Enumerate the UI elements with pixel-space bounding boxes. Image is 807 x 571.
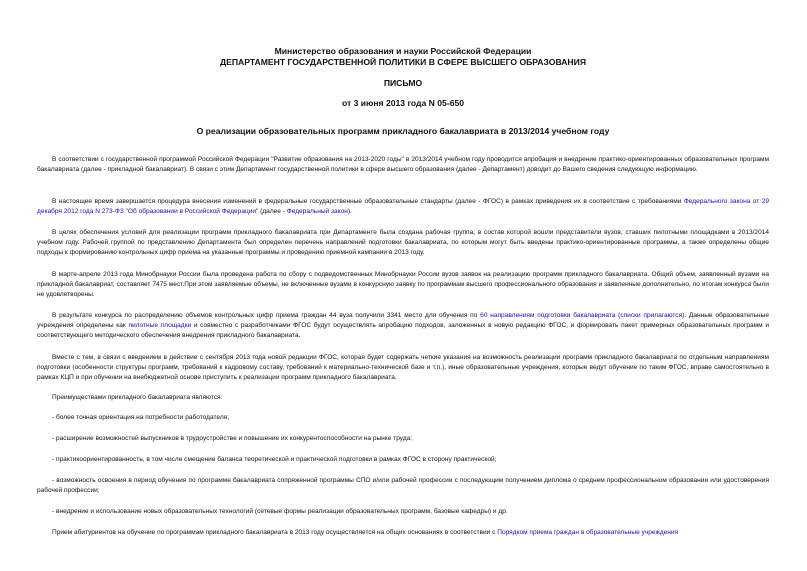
- document-page: [37, 0, 769, 571]
- ministry-name: Министерство образования и науки Российской Федерации: [274, 46, 532, 56]
- paragraph-working-group: В целях обеспечения условий для реализации программ прикладного бакалавриата при Департаменте была создана рабочая группа, в состав которой вошли представители вузов, ставших пилотными площадками в 2013/2014 учебном году. Рабочей группой по представлению Департамента был определен перечень направлений подготовки бакалавриата, по которым могут быть введены практико-ориентированные программы, а также определены общие подходы к формированию контрольных цифр приема на указанные программы и проведению приемной кампании в 2013 году.: [37, 229, 769, 256]
- advantage-item: - расширение возможностей выпускников в трудоустройстве и повышение их конкурентоспособности на рынке труда;: [52, 435, 413, 442]
- paragraph-contest-results: [37, 311, 769, 341]
- department-name: ДЕПАРТАМЕНТ ГОСУДАРСТВЕННОЙ ПОЛИТИКИ В СФЕРЕ ВЫСШЕГО ОБРАЗОВАНИЯ: [219, 57, 586, 67]
- paragraph-text: и совместно с разработчиками ФГОС будут осуществлять апробацию подходов, заложенных в новую редакцию ФГОС, и формировать пакет примерных образовательных программ и соответствующего методического обеспечения внедрения прикладного бакалавриата.: [37, 322, 769, 339]
- document-type: ПИСЬМО: [383, 78, 423, 88]
- advantage-item: - практикоориентированность, в том числе смещение баланса теоретической и практической подготовки в рамках ФГОС в сторону практической;: [52, 456, 497, 463]
- document-date-number: от 3 июня 2013 года N 05-650: [341, 98, 465, 108]
- pilot-sites-link[interactable]: пилотные площадки: [128, 322, 192, 329]
- paragraph-text: (далее -: [258, 208, 287, 215]
- advantage-item: - внедрение и использование новых образовательных технологий (сетевые формы реализации образовательных программ, базовые кафедры) и др.: [52, 508, 508, 515]
- paragraph-intro: В соответствии с государственной программой Российской Федерации "Развитие образования на 2013-2020 годы" в 2013/2014 учебном году проводится апробация и внедрение практико-ориентированных образовательных программ бакалавриата (далее - прикладной бакалавриат). В связи с этим Департамент государственной политики в сфере высшего образования (далее - Департамент) доводит до Вашего сведения следующую информацию.: [37, 156, 769, 173]
- admission-procedure-link[interactable]: Порядком приема граждан в образовательные учреждения: [497, 529, 679, 536]
- paragraph-text: В настоящее время завершается процедура внесения изменений в федеральные государственные образовательные стандарты (далее - ФГОС) в рамках приведения их в соответствие с требованиями: [52, 198, 684, 205]
- document-subject: О реализации образовательных программ прикладного бакалавриата в 2013/2014 учебном году: [196, 126, 610, 136]
- paragraph-new-fgos: Вместе с тем, в связи с введением в действие с сентября 2013 года новой редакции ФГОС, которая будет содержать четкие указания на возможность реализации программ прикладного бакалавриата по отдельным направлениям подготовки (особенности структуры программ, требований к кадровому составу, требований к материально-технической базе и т.п.), иные образовательные учреждения, которые ведут обучение по таким ФГОС, вправе самостоятельно в рамках КЦП и при обучении на внебюджетной основе приступить к реализации программ прикладного бакалавриата.: [37, 354, 769, 381]
- advantage-item: - возможность освоения в период обучения по программе бакалавриата сопряженной программы СПО и/или рабочей профессии с последующим получением диплома о среднем профессиональном образовании или удостоверения рабочей профессии;: [37, 477, 769, 494]
- federal-law-link[interactable]: Федерального закона от 29 декабря 2012 года N 273-ФЗ "Об образовании в Российской Федерации": [37, 198, 769, 215]
- directions-list-link[interactable]: 60 направлениям подготовки бакалавриата (списки прилагаются): [480, 312, 685, 319]
- paragraph-fgos: [37, 197, 769, 217]
- paragraph-applications: В марте-апреле 2013 года Минобрнауки России была проведена работа по сбору с подведомственных Минобрнауки России вузов заявок на реализацию программ прикладного бакалавриата. Общий объем, заявленный вузами на прикладной бакалавриат, составляет 7475 мест.При этом заявляемые объемы, не включенные вузами в конкурсную заявку по программам высшего профессионального образования и заявленные дополнительно, по итогам конкурса были не удовлетворены.: [37, 271, 769, 298]
- paragraph-text: В результате конкурса по распределению объемов контрольных цифр приема граждан 44 вуза получили 3341 место для обучения по: [52, 312, 481, 319]
- paragraph-admission: [37, 528, 769, 538]
- paragraph-text: ).: [347, 208, 352, 215]
- paragraph-text: . Данные образовательные учреждения определены как: [37, 312, 769, 329]
- federal-law-short-link[interactable]: Федеральный закон: [286, 208, 348, 215]
- advantage-item: - более точная ориентация на потребности работодателя;: [52, 414, 230, 421]
- advantages-intro: Преимуществами прикладного бакалавриата являются:: [52, 394, 223, 401]
- paragraph-text: Прием абитуриентов на обучение по программам прикладного бакалавриата в 2013 году осуществляется на общих основаниях в соответствии с: [52, 529, 498, 536]
